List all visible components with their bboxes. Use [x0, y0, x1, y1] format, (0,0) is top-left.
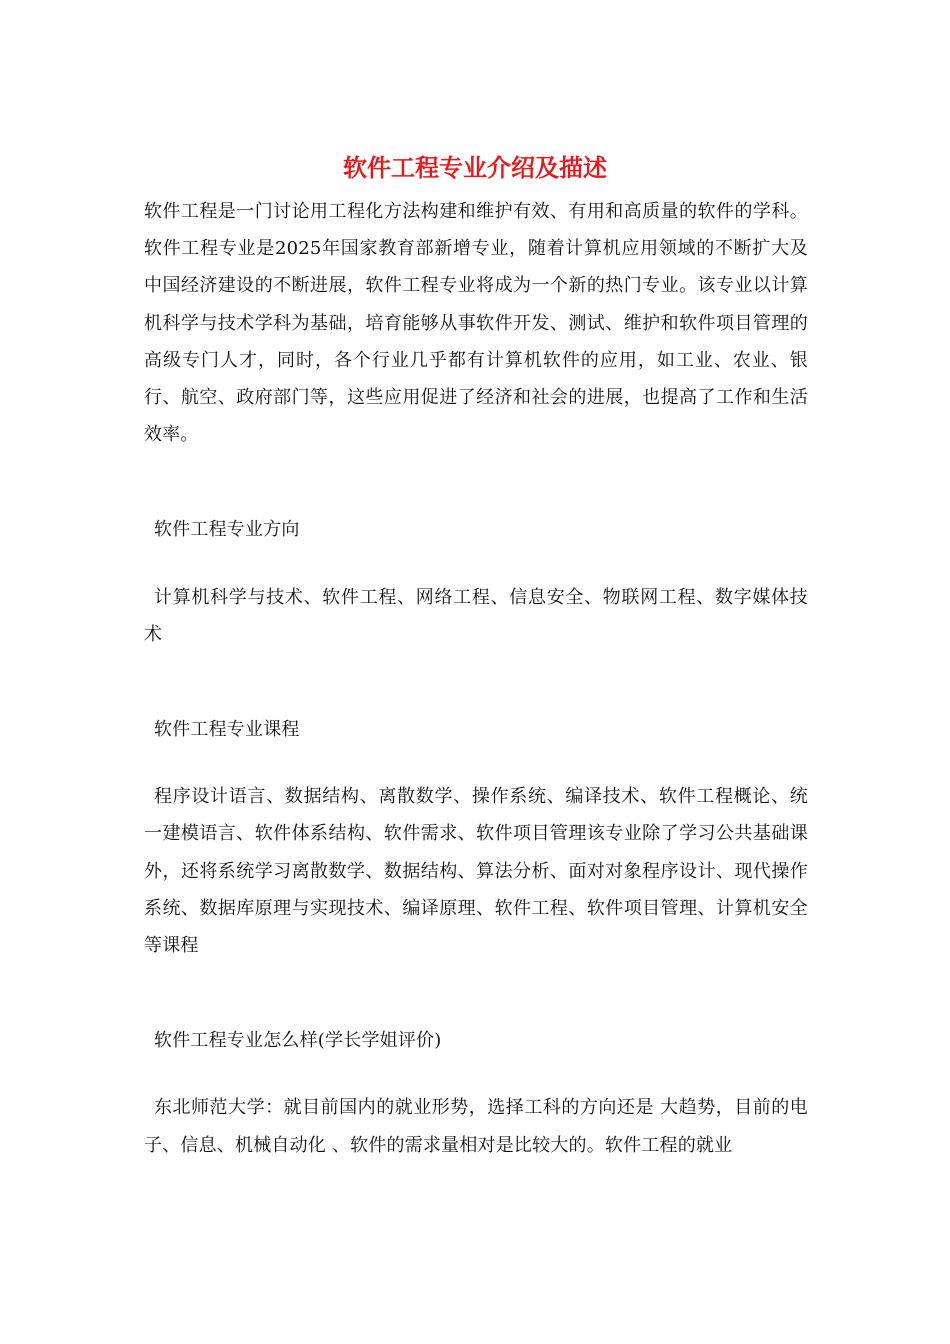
intro-paragraph: 软件工程是一门讨论用工程化方法构建和维护有效、有用和高质量的软件的学科。软件工程专业是2025年国家教育部新增专业，随着计算机应用领域的不断扩大及中国经济建设的不断进展，软件工程专业将成为一个新的热门专业。该专业以计算机科学与技术学科为基础，培育能够从事软件开发、测试、维护和软件项目管理的高级专门人才，同时，各个行业几乎都有计算机软件的应用，如工业、农业、银行、航空、政府部门等，这些应用促进了经济和社会的进展，也提高了工作和生活效率。 [144, 201, 808, 446]
section-body-courses: 程序设计语言、数据结构、离散数学、操作系统、编译技术、软件工程概论、统一建模语言、软件体系结构、软件需求、软件项目管理该专业除了学习公共基础课外，还将系统学习离散数学、数据结构、算法分析、面对对象程序设计、现代操作系统、数据库原理与实现技术、编译原理、软件工程、软件项目管理、计算机安全等课程 [144, 786, 808, 957]
spacer [144, 549, 808, 579]
section-heading-evaluation: 软件工程专业怎么样(学长学姐评价) [154, 1030, 442, 1052]
document-body [144, 193, 808, 1164]
section-body-direction: 计算机科学与技术、软件工程、网络工程、信息安全、物联网工程、数字媒体技术 [144, 586, 808, 645]
document-title: 软件工程专业介绍及描述 [343, 153, 607, 182]
section-heading-direction: 软件工程专业方向 [154, 519, 300, 541]
section-heading-courses: 软件工程专业课程 [154, 719, 300, 741]
spacer [144, 964, 808, 1022]
spacer [144, 748, 808, 778]
spacer [144, 453, 808, 511]
spacer [144, 1059, 808, 1089]
spacer [144, 653, 808, 711]
section-body-evaluation: 东北师范大学：就目前国内的就业形势，选择工科的方向还是 大趋势，目前的电子、信息、机械自动化 、软件的需求量相对是比较大的。软件工程的就业 [144, 1097, 808, 1156]
